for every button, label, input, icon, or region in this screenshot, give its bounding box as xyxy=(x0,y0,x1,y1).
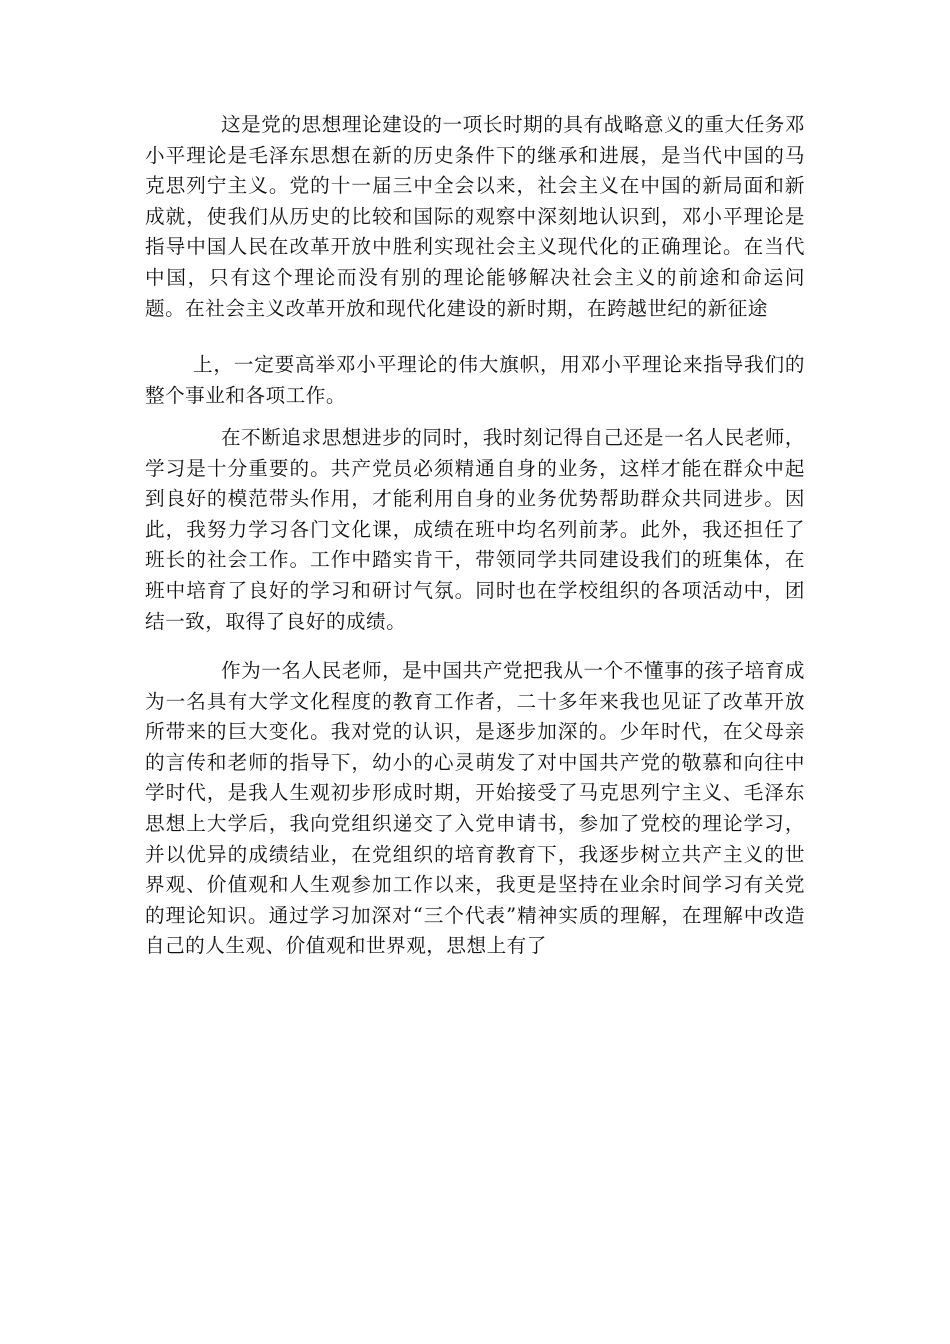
paragraph-1: 这是党的思想理论建设的一项长时期的具有战略意义的重大任务邓小平理论是毛泽东思想在新的历史条件下的继承和进展，是当代中国的马克思列宁主义。党的十一届三中全会以来，社会主义在中国的新局面和新成就，使我们从历史的比较和国际的观察中深刻地认识到，邓小平理论是指导中国人民在改革开放中胜利实现社会主义现代化的正确理论。在当代中国，只有这个理论而没有别的理论能够解决社会主义的前途和命运问题。在社会主义改革开放和现代化建设的新时期，在跨越世纪的新征途 xyxy=(145,113,805,320)
paragraph-4: 作为一名人民老师，是中国共产党把我从一个不懂事的孩子培育成为一名具有大学文化程度的教育工作者，二十多年来我也见证了改革开放所带来的巨大变化。我对党的认识，是逐步加深的。少年时代，在父母亲的言传和老师的指导下，幼小的心灵萌发了对中国共产党的敬慕和向往中学时代，是我人生观初步形成时期，开始接受了马克思列宁主义、毛泽东思想上大学后，我向党组织递交了入党申请书，参加了党校的理论学习，并以优异的成绩结业，在党组织的培育教育下，我逐步树立共产主义的世界观、价值观和人生观参加工作以来，我更是坚持在业余时间学习有关党的理论知识。通过学习加深对“三个代表”精神实质的理解，在理解中改造自己的人生观、价值观和世界观，思想上有了 xyxy=(145,659,805,958)
paragraph-2: 上，一定要高举邓小平理论的伟大旗帜，用邓小平理论来指导我们的整个事业和各项工作。 xyxy=(145,353,805,407)
paragraph-3: 在不断追求思想进步的同时，我时刻记得自己还是一名人民老师，学习是十分重要的。共产党员必须精通自身的业务，这样才能在群众中起到良好的模范带头作用，才能利用自身的业务优势帮助群众共同进步。因此，我努力学习各门文化课，成绩在班中均名列前茅。此外，我还担任了班长的社会工作。工作中踏实肯干，带领同学共同建设我们的班集体，在班中培育了良好的学习和研讨气氛。同时也在学校组织的各项活动中，团结一致，取得了良好的成绩。 xyxy=(145,426,805,633)
